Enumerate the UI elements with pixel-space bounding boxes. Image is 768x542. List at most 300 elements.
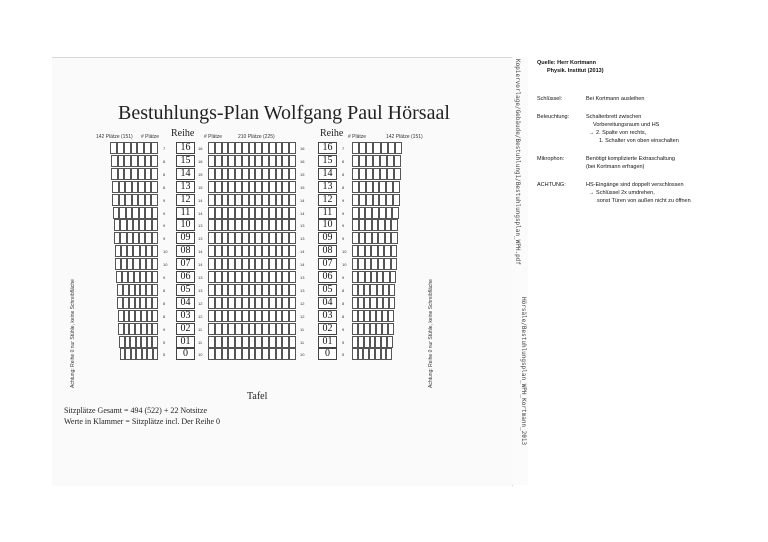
seat [255, 271, 262, 283]
seat [215, 323, 222, 335]
seat-count-right: 8 [342, 313, 345, 319]
seat [235, 271, 242, 283]
lighting-label: Beleuchtung: [537, 114, 570, 120]
seat [391, 258, 397, 270]
seat [373, 181, 380, 193]
seat [215, 232, 222, 244]
seat [269, 181, 276, 193]
seat [282, 310, 289, 322]
seat [242, 245, 249, 257]
row-number-left: 04 [176, 297, 195, 309]
seat [391, 219, 398, 231]
seat [289, 323, 296, 335]
row-number-left: 13 [176, 181, 195, 193]
seat [131, 155, 138, 167]
seat [215, 181, 222, 193]
seat [215, 194, 222, 206]
header-col-places-left: # Plätze [141, 134, 160, 140]
seat [228, 168, 235, 180]
seat [152, 323, 158, 335]
seat [379, 181, 386, 193]
seat [289, 310, 296, 322]
seat [269, 142, 276, 154]
seat [222, 271, 229, 283]
seat [208, 181, 215, 193]
row-number-left: 03 [176, 310, 195, 322]
seat [394, 155, 401, 167]
seat [228, 336, 235, 348]
row-number-left: 12 [176, 194, 195, 206]
seat [366, 168, 373, 180]
row-number-right: 01 [318, 336, 337, 348]
seat [242, 219, 249, 231]
row-number-left: 11 [176, 207, 195, 219]
seat [269, 284, 276, 296]
seat [373, 155, 380, 167]
seat-count-mid-right: 16 [300, 146, 305, 151]
row-number-left: 09 [176, 232, 195, 244]
seat-count-right: 8 [342, 171, 345, 177]
seat [208, 168, 215, 180]
seat [249, 207, 256, 219]
seat [235, 348, 242, 360]
reihe-header-right: Reihe [320, 128, 344, 139]
seat [255, 323, 262, 335]
seat [228, 219, 235, 231]
seat-count-right: 9 [342, 223, 345, 229]
seat [208, 155, 215, 167]
seat [215, 142, 222, 154]
seat [276, 142, 283, 154]
seat [145, 181, 152, 193]
seat [269, 323, 276, 335]
seat [235, 245, 242, 257]
seat [222, 219, 229, 231]
seat [119, 194, 126, 206]
seat [152, 271, 158, 283]
row-number-left: 15 [176, 155, 195, 167]
seat [228, 323, 235, 335]
row-number-left: 07 [176, 258, 195, 270]
seat-count-mid-right: 14 [300, 262, 305, 268]
seat [387, 168, 394, 180]
header-left-places: 142 Plätze (151) [96, 134, 133, 140]
row-number-left: 10 [176, 219, 195, 231]
mic-line: (bei Kortmann erfragen) [586, 164, 645, 170]
seat [242, 271, 249, 283]
seat-count-left: 7 [163, 146, 166, 151]
seat [289, 284, 296, 296]
seat-count-mid-left: 10 [198, 352, 203, 358]
seat [145, 155, 152, 167]
seat [289, 194, 296, 206]
footer-total-seats: Sitzplätze Gesamt = 494 (522) + 22 Notsitze [64, 406, 207, 415]
mic-line: Benötigt komplizierte Extraschaltung [586, 156, 675, 162]
row-number-right: 15 [318, 155, 337, 167]
header-col-places-right: # Plätze [348, 134, 367, 140]
seat [222, 207, 229, 219]
seat-count-mid-left: 11 [198, 326, 203, 332]
seat [352, 142, 359, 154]
seat-count-mid-right: 13 [300, 236, 305, 242]
seat [208, 232, 215, 244]
seat [235, 219, 242, 231]
seat [269, 155, 276, 167]
seat [282, 271, 289, 283]
seat [242, 194, 249, 206]
seat [249, 271, 256, 283]
seat [262, 323, 269, 335]
seat [152, 297, 158, 309]
seat [359, 181, 366, 193]
lighting-line: 1. Schalter von oben einschalten [599, 138, 679, 144]
seat [282, 168, 289, 180]
seat [249, 336, 256, 348]
seat [276, 348, 283, 360]
seat [228, 142, 235, 154]
seat [228, 348, 235, 360]
seat [269, 348, 276, 360]
seat [208, 258, 215, 270]
seat [249, 323, 256, 335]
seat-count-mid-right: 13 [300, 275, 305, 280]
seat [215, 348, 222, 360]
seat [242, 181, 249, 193]
lighting-line: → 2. Spalte von rechts, [589, 130, 647, 136]
seat [352, 194, 359, 206]
seat [235, 207, 242, 219]
seat [249, 258, 256, 270]
seat-count-left: 9 [163, 275, 166, 280]
seat [380, 155, 387, 167]
seat [282, 207, 289, 219]
seat-count-left: 8 [163, 287, 166, 293]
source-institute: Physik. Institut (2013) [547, 68, 604, 74]
seat [131, 168, 138, 180]
seat-count-left: 8 [163, 184, 166, 190]
seat [235, 336, 242, 348]
seat [262, 168, 269, 180]
seat-count-right: 5 [342, 352, 345, 358]
seat [228, 207, 235, 219]
seat [138, 168, 145, 180]
seat [289, 181, 296, 193]
seat [222, 142, 229, 154]
seat [235, 284, 242, 296]
seat [276, 297, 283, 309]
warning-line: → Schlüssel 2x umdrehen, [589, 190, 655, 196]
seat [228, 297, 235, 309]
key-value: Bei Kortmann ausleihen [586, 96, 645, 102]
row-number-right: 07 [318, 258, 337, 270]
seat [255, 258, 262, 270]
seat [242, 323, 249, 335]
seat [282, 336, 289, 348]
seat [110, 142, 117, 154]
seat [228, 232, 235, 244]
seat-count-left: 8 [163, 158, 166, 164]
seat [242, 284, 249, 296]
seat [235, 194, 242, 206]
seat-count-mid-left: 16 [198, 158, 203, 164]
seat [289, 168, 296, 180]
seat-count-right: 9 [342, 236, 345, 242]
seat [366, 194, 373, 206]
mic-label: Mikrophon: [537, 156, 565, 162]
seat-count-mid-left: 14 [198, 210, 203, 216]
seat [222, 258, 229, 270]
seat [242, 155, 249, 167]
seat [366, 181, 373, 193]
seat [269, 310, 276, 322]
seat [242, 310, 249, 322]
seat [137, 142, 144, 154]
seat [262, 310, 269, 322]
seat-count-mid-left: 15 [198, 171, 203, 177]
seat [289, 245, 296, 257]
seat [269, 219, 276, 231]
seat-count-mid-right: 14 [300, 197, 305, 203]
row-number-right: 11 [318, 207, 337, 219]
seat [208, 323, 215, 335]
row-number-right: 10 [318, 219, 337, 231]
header-col-places-mid: # Plätze [204, 134, 223, 140]
seat [392, 207, 399, 219]
seat-count-mid-right: 13 [300, 223, 305, 229]
seat [276, 336, 283, 348]
row-number-right: 05 [318, 284, 337, 296]
seat [269, 245, 276, 257]
warning-label: ACHTUNG: [537, 182, 566, 188]
seat [385, 232, 392, 244]
seat-count-left: 8 [163, 313, 166, 319]
seat [282, 323, 289, 335]
seat [152, 245, 158, 257]
seat-count-right: 8 [342, 158, 345, 164]
seat [352, 207, 359, 219]
seat [111, 155, 118, 167]
seat [359, 219, 366, 231]
side-note-right: Achtung: Reihe 0 nur Stühle, keine Schreibfläche [428, 279, 434, 388]
seat [151, 181, 158, 193]
seat [262, 245, 269, 257]
seat [388, 310, 394, 322]
seat [352, 181, 359, 193]
seat [276, 219, 283, 231]
seat [262, 232, 269, 244]
blackboard-label: Tafel [247, 391, 268, 402]
seat [282, 348, 289, 360]
seat [249, 310, 256, 322]
seat [289, 271, 296, 283]
seat-count-right: 9 [342, 210, 345, 216]
seat [386, 207, 393, 219]
seat [372, 232, 379, 244]
seat [269, 336, 276, 348]
seat-count-right: 10 [342, 262, 347, 268]
seat [390, 271, 396, 283]
seat [215, 258, 222, 270]
seat-count-right: 9 [342, 197, 345, 203]
seat [373, 168, 380, 180]
seat-count-mid-left: 14 [198, 262, 203, 268]
seat [151, 155, 158, 167]
seat [276, 155, 283, 167]
seat [289, 258, 296, 270]
seat [152, 258, 158, 270]
seat [215, 168, 222, 180]
seat-count-mid-left: 12 [198, 313, 203, 319]
seat [215, 336, 222, 348]
seat [276, 323, 283, 335]
seat-count-mid-right: 12 [300, 313, 305, 319]
seat [222, 297, 229, 309]
seat [124, 142, 131, 154]
seat [282, 245, 289, 257]
seat-count-left: 9 [163, 197, 166, 203]
seat [228, 310, 235, 322]
seat [235, 181, 242, 193]
seat [282, 232, 289, 244]
seat [262, 142, 269, 154]
seat [380, 168, 387, 180]
seat-count-mid-left: 14 [198, 249, 203, 255]
seat [235, 323, 242, 335]
seat [215, 284, 222, 296]
seat [242, 258, 249, 270]
seat [365, 207, 372, 219]
scan-edge-strip [512, 57, 528, 485]
seat [222, 348, 229, 360]
seat [222, 336, 229, 348]
seat [282, 297, 289, 309]
header-right-places: 142 Plätze (151) [386, 134, 423, 140]
seat-count-left: 8 [163, 171, 166, 177]
seat-count-mid-right: 12 [300, 300, 305, 306]
seat [215, 245, 222, 257]
seat [289, 155, 296, 167]
row-number-right: 09 [318, 232, 337, 244]
seat [359, 155, 366, 167]
seat [255, 284, 262, 296]
seat [228, 245, 235, 257]
seat [352, 155, 359, 167]
seat [151, 168, 158, 180]
seat [389, 297, 395, 309]
seat [289, 142, 296, 154]
seat [249, 297, 256, 309]
seat [235, 168, 242, 180]
scan-edge-text-lower: Hörsäle/Bestuhlungsplan_WPH_Kortmann_2013 [520, 297, 527, 446]
seat [262, 284, 269, 296]
row-number-right: 06 [318, 271, 337, 283]
seat [379, 207, 386, 219]
seat [255, 207, 262, 219]
seat [132, 181, 139, 193]
seat [222, 232, 229, 244]
seat-count-left: 9 [163, 210, 166, 216]
seat [222, 323, 229, 335]
seat [222, 284, 229, 296]
seat [359, 142, 366, 154]
seat [145, 168, 152, 180]
seat [235, 232, 242, 244]
seat [152, 310, 158, 322]
seat [208, 271, 215, 283]
seat [132, 194, 139, 206]
seat [276, 271, 283, 283]
seat [262, 207, 269, 219]
seat-count-left: 9 [163, 326, 166, 332]
seat [262, 297, 269, 309]
seat [262, 194, 269, 206]
seat [249, 142, 256, 154]
seat [228, 194, 235, 206]
seat [208, 219, 215, 231]
seat [249, 284, 256, 296]
seat [249, 155, 256, 167]
seat [373, 142, 380, 154]
seat [242, 232, 249, 244]
seat [262, 258, 269, 270]
seat [118, 168, 125, 180]
seat [208, 336, 215, 348]
seat-count-mid-left: 13 [198, 236, 203, 242]
row-number-right: 12 [318, 194, 337, 206]
seat [242, 207, 249, 219]
row-number-right: 03 [318, 310, 337, 322]
seat [289, 207, 296, 219]
seat [385, 219, 392, 231]
seat [255, 336, 262, 348]
seat [282, 181, 289, 193]
seat [235, 155, 242, 167]
seat [255, 310, 262, 322]
seat [255, 155, 262, 167]
seat [387, 155, 394, 167]
seat [235, 297, 242, 309]
row-number-right: 04 [318, 297, 337, 309]
seat [393, 181, 400, 193]
seat [118, 155, 125, 167]
seat [394, 168, 401, 180]
seat-count-left: 5 [163, 352, 166, 358]
seat [255, 142, 262, 154]
seat [282, 258, 289, 270]
seat [151, 142, 158, 154]
seat [262, 348, 269, 360]
seat-count-left: 10 [163, 262, 168, 268]
seat [262, 271, 269, 283]
seat [388, 323, 394, 335]
seat [391, 232, 398, 244]
seat [395, 142, 402, 154]
seat [386, 348, 392, 360]
row-number-left: 16 [176, 142, 195, 154]
seat [276, 258, 283, 270]
seat [151, 194, 158, 206]
seat-count-left: 9 [163, 223, 166, 229]
seat [255, 348, 262, 360]
seat [381, 142, 388, 154]
source-label: Quelle: Herr Kortmann [537, 60, 596, 66]
seat-count-mid-left: 16 [198, 146, 203, 151]
seat [289, 336, 296, 348]
seat [255, 181, 262, 193]
seat-count-left: 8 [163, 300, 166, 306]
seat [386, 194, 393, 206]
seat [222, 181, 229, 193]
